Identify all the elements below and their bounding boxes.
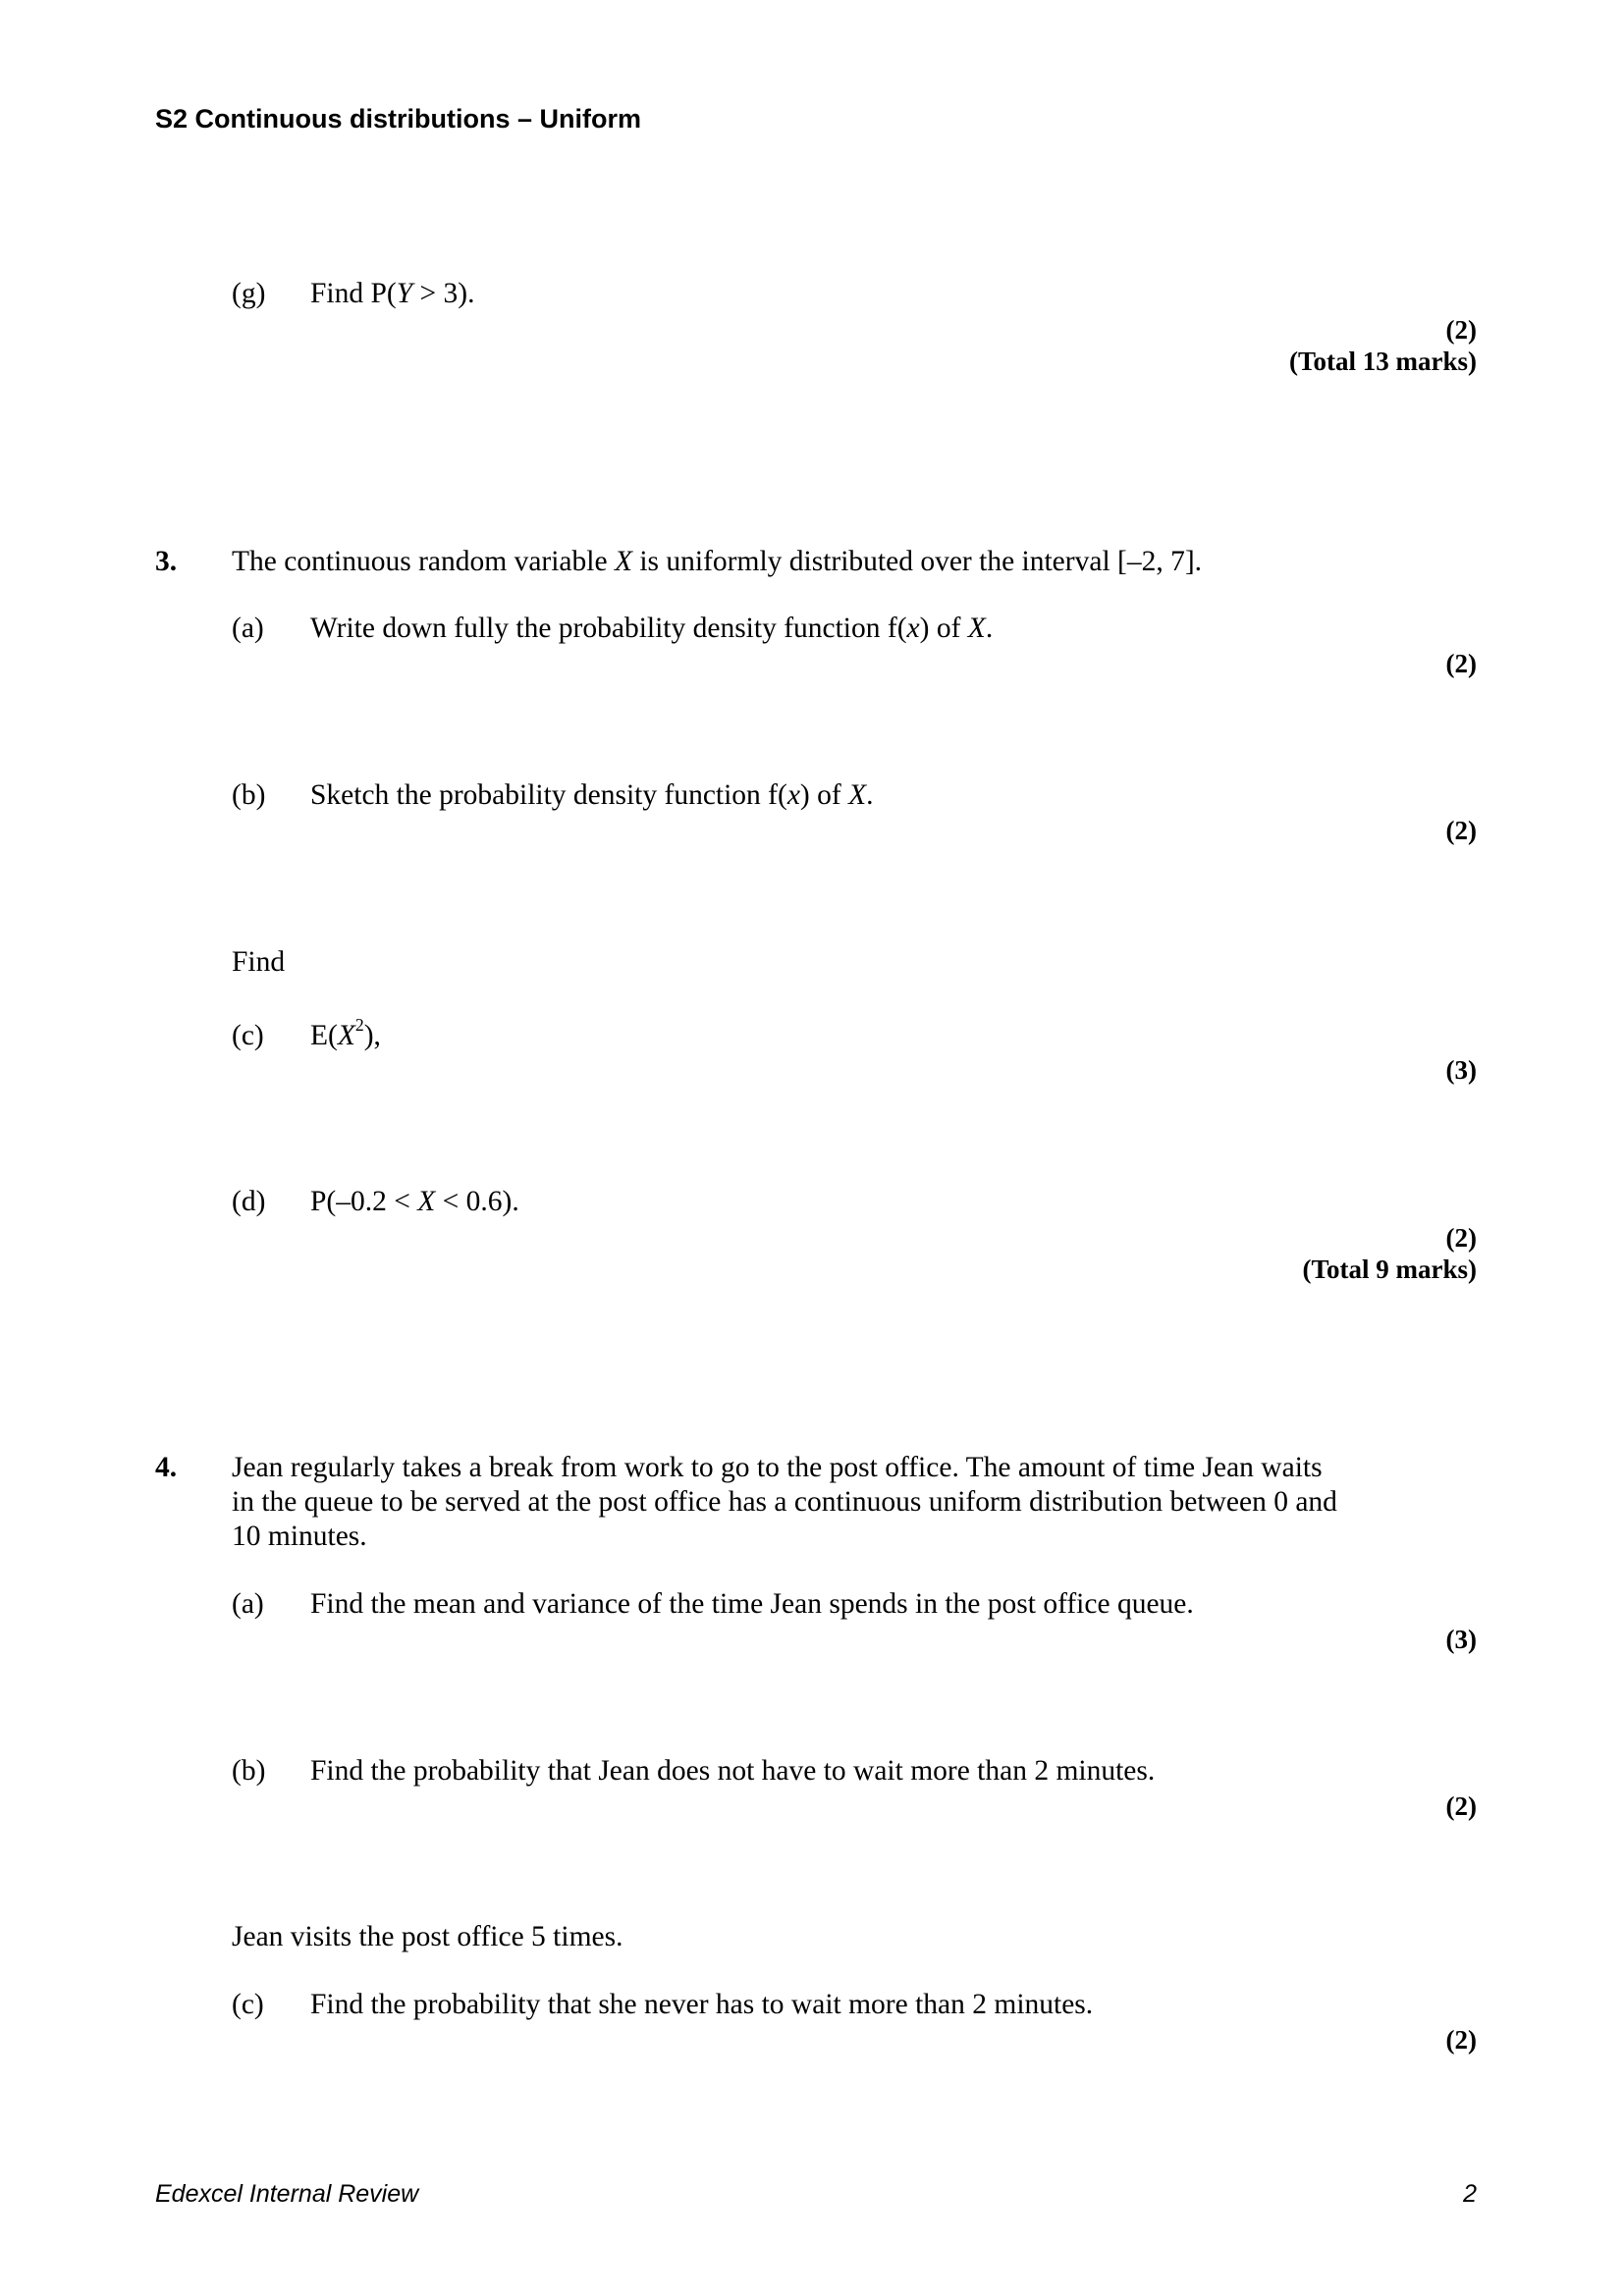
q2-total-marks: (Total 13 marks) — [1288, 347, 1477, 376]
q4-visits: Jean visits the post office 5 times. — [232, 1921, 623, 1952]
q4-intro-line3: 10 minutes. — [232, 1521, 367, 1552]
q3b-marks: (2) — [1445, 816, 1477, 845]
footer-source: Edexcel Internal Review — [155, 2180, 419, 2208]
q4c-marks: (2) — [1445, 2025, 1477, 2055]
q4c-label: (c) — [232, 1989, 264, 2020]
q4b-marks: (2) — [1445, 1791, 1477, 1821]
q2g-text: Find P(Y > 3). — [310, 278, 475, 309]
page-number: 2 — [1463, 2180, 1477, 2208]
q3c-marks: (3) — [1445, 1055, 1477, 1085]
q4c-text: Find the probability that she never has to wait more than 2 minutes. — [310, 1989, 1094, 2020]
q3-find: Find — [232, 946, 286, 978]
q3d-label: (d) — [232, 1186, 266, 1217]
q3a-marks: (2) — [1445, 649, 1477, 678]
q3b-label: (b) — [232, 779, 266, 811]
q4b-text: Find the probability that Jean does not have to wait more than 2 minutes. — [310, 1755, 1156, 1787]
q3a-text: Write down fully the probability density function f(x) of X. — [310, 613, 994, 644]
q3a-label: (a) — [232, 613, 264, 644]
q4a-marks: (3) — [1445, 1625, 1477, 1654]
q2g-label: (g) — [232, 278, 266, 309]
q3-number: 3. — [155, 546, 178, 577]
q3c-label: (c) — [232, 1020, 264, 1051]
q4a-label: (a) — [232, 1588, 264, 1620]
q3-intro: The continuous random variable X is uniformly distributed over the interval [–2, 7]. — [232, 546, 1203, 577]
q4-number: 4. — [155, 1452, 178, 1483]
q4b-label: (b) — [232, 1755, 266, 1787]
q4-intro-line1: Jean regularly takes a break from work to go to the post office. The amount of time Jean waits — [232, 1452, 1323, 1483]
q4-intro-line2: in the queue to be served at the post office has a continuous uniform distribution between 0 and — [232, 1486, 1337, 1518]
page-header-title: S2 Continuous distributions – Uniform — [155, 104, 641, 133]
q3d-text: P(–0.2 < X < 0.6). — [310, 1186, 519, 1217]
q3-total-marks: (Total 9 marks) — [1302, 1255, 1477, 1284]
q4a-text: Find the mean and variance of the time Jean spends in the post office queue. — [310, 1588, 1194, 1620]
q3b-text: Sketch the probability density function f(x) of X. — [310, 779, 874, 811]
q3c-text: $E(X^2)$, — [310, 1014, 381, 1051]
q2g-marks: (2) — [1445, 315, 1477, 345]
q3d-marks: (2) — [1445, 1223, 1477, 1253]
